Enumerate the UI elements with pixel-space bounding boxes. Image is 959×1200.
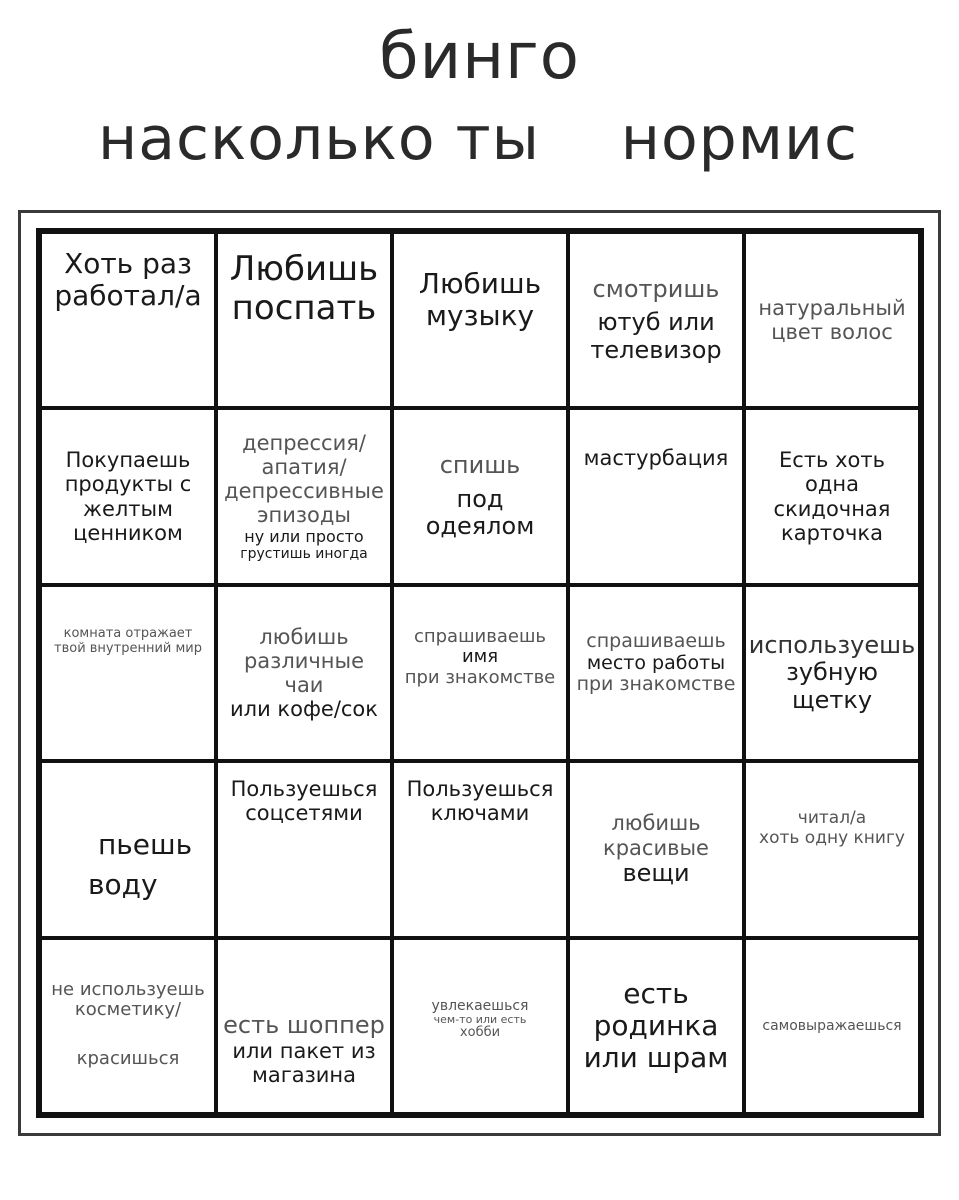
bingo-cell[interactable]	[568, 585, 744, 761]
cell-text: магазина	[251, 1063, 357, 1088]
cell-text: депрессивные	[224, 479, 384, 504]
cell-text: продукты с	[64, 472, 192, 497]
cell-text: красивые	[603, 835, 709, 860]
cell-text: или кофе/сок	[230, 697, 378, 722]
cell-text: одна	[805, 472, 859, 497]
cell-text: или шрам	[583, 1040, 729, 1074]
bingo-cell[interactable]	[744, 761, 920, 937]
cell-text: эпизоды	[256, 503, 352, 528]
cell-text: пьешь	[98, 828, 193, 862]
cell-text: натуральный	[758, 296, 906, 321]
cell-text: спишь	[439, 451, 521, 480]
bingo-cell[interactable]	[216, 232, 392, 408]
cell-text: косметику/	[74, 999, 182, 1021]
cell-text: поспать	[231, 288, 377, 329]
cell-text: депрессия/	[242, 431, 366, 456]
bingo-cell[interactable]	[216, 408, 392, 584]
cell-text: смотришь	[592, 274, 720, 303]
cell-text: Пользуешься	[406, 777, 554, 802]
cell-text: чем-то или есть	[433, 1012, 527, 1026]
cell-text: воду	[88, 868, 158, 902]
cell-text: Любишь	[418, 267, 542, 300]
cell-text: есть	[623, 976, 689, 1010]
bingo-cell[interactable]	[744, 938, 920, 1114]
cell-text: желтым	[83, 496, 173, 521]
bingo-cell[interactable]	[392, 585, 568, 761]
bingo-cell[interactable]	[744, 585, 920, 761]
bingo-cell[interactable]	[216, 761, 392, 937]
cell-text: соцсетями	[245, 801, 363, 826]
cell-text: используешь	[748, 630, 916, 659]
cell-text: любишь	[611, 811, 701, 836]
bingo-cell[interactable]	[40, 938, 216, 1114]
bingo-cell[interactable]	[216, 938, 392, 1114]
cell-text: читал/а	[797, 808, 867, 829]
cell-text: самовыражаешься	[762, 1017, 902, 1034]
cell-text: вещи	[622, 858, 690, 887]
cell-text: телевизор	[590, 335, 722, 364]
cell-text: скидочная	[773, 496, 891, 521]
bingo-cell[interactable]	[40, 585, 216, 761]
bingo-cell[interactable]	[216, 585, 392, 761]
cell-text: хоть одну книгу	[759, 827, 905, 848]
cell-text: красишься	[76, 1047, 180, 1069]
cell-text: комната отражает	[63, 625, 193, 641]
cell-text: апатия/	[261, 455, 347, 480]
cell-text: зубную	[786, 658, 878, 687]
cell-text: или пакет из	[232, 1039, 376, 1064]
cell-text: карточка	[781, 520, 883, 545]
bingo-cell[interactable]	[568, 761, 744, 937]
title-left: насколько ты	[98, 104, 540, 174]
cell-text: одеялом	[425, 512, 535, 541]
cell-text: не используешь	[51, 978, 205, 1000]
bingo-cell[interactable]	[40, 408, 216, 584]
bingo-cell[interactable]	[40, 232, 216, 408]
cell-text: твой внутренний мир	[54, 640, 202, 656]
cell-text: Покупаешь	[65, 448, 191, 473]
cell-text: Хоть раз	[64, 247, 192, 280]
cell-text: место работы	[586, 651, 726, 674]
cell-text: работал/а	[54, 279, 202, 313]
cell-text: цвет волос	[771, 320, 893, 345]
cell-text: Любишь	[229, 249, 379, 289]
cell-text: Пользуешься	[230, 777, 378, 802]
cell-text: Есть хоть	[779, 448, 885, 473]
cell-text: спрашиваешь	[586, 629, 726, 652]
cell-text: ключами	[430, 801, 530, 826]
cell-text: грустишь иногда	[240, 546, 368, 563]
cell-text: мастурбация	[583, 446, 729, 471]
cell-text: музыку	[425, 299, 535, 333]
cell-text: есть шоппер	[223, 1010, 385, 1039]
cell-text: спрашиваешь	[413, 625, 547, 647]
bingo-cell[interactable]	[392, 761, 568, 937]
bingo-cell[interactable]	[392, 938, 568, 1114]
cell-text: ценником	[73, 520, 183, 545]
cell-text: под	[456, 484, 504, 513]
cell-text: при знакомстве	[404, 667, 556, 689]
cell-text: родинка	[593, 1008, 719, 1042]
title-right: нормис	[620, 104, 858, 174]
bingo-cell[interactable]	[40, 761, 216, 937]
bingo-cell[interactable]	[568, 232, 744, 408]
cell-text: при знакомстве	[576, 673, 736, 696]
cell-text: щетку	[791, 685, 873, 714]
cell-text: ютуб или	[597, 308, 715, 337]
cell-text: любишь	[259, 624, 349, 649]
bingo-cell[interactable]	[568, 938, 744, 1114]
cell-text: хобби	[459, 1025, 501, 1041]
bingo-cell[interactable]	[392, 232, 568, 408]
bingo-cell[interactable]	[744, 408, 920, 584]
cell-text: ну или просто	[244, 526, 364, 546]
cell-text: имя	[461, 646, 499, 668]
bingo-cell[interactable]	[744, 232, 920, 408]
page-title-line1: бинго	[379, 20, 580, 94]
bingo-cell[interactable]	[568, 408, 744, 584]
cell-text: различные чаи	[243, 648, 365, 697]
bingo-cell[interactable]	[392, 408, 568, 584]
page-title-line2	[98, 100, 858, 178]
bingo-grid	[36, 228, 924, 1118]
cell-text: увлекаешься	[431, 997, 529, 1014]
